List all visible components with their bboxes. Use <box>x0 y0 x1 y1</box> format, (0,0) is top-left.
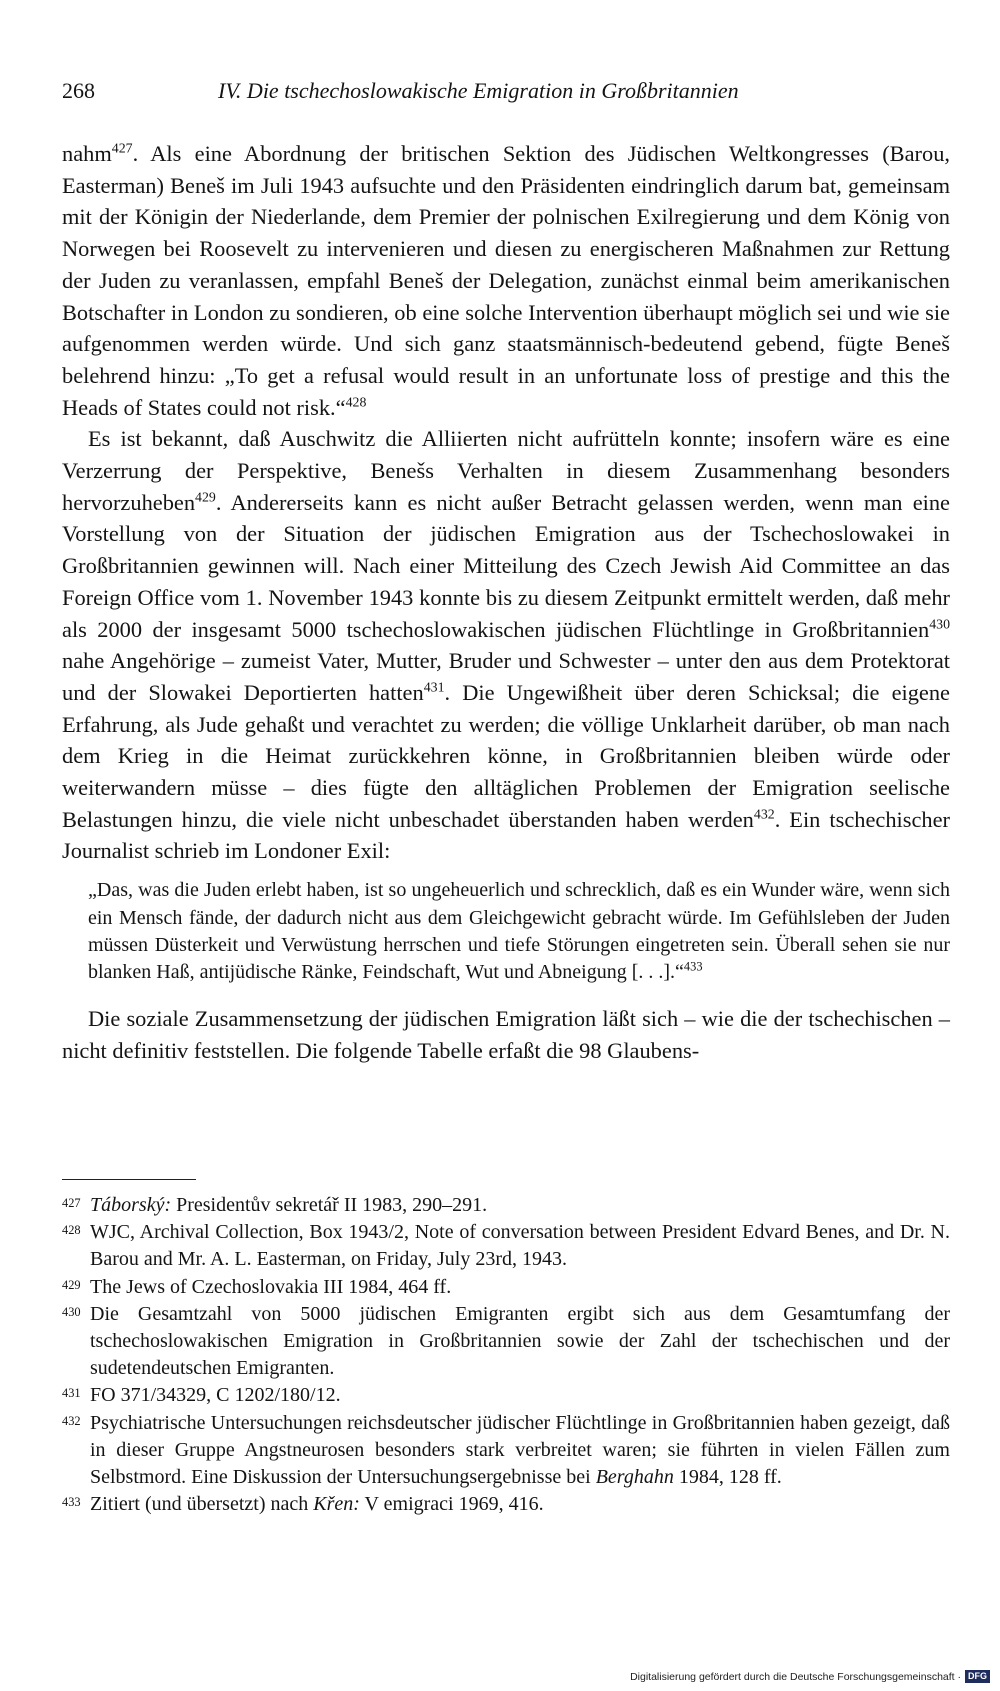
paragraph-2: Es ist bekannt, daß Auschwitz die Alliierten nicht aufrütteln konnte; insofern wäre es eine Verzerrung der Perspektive, Benešs Verhalten in diesem Zusammenhang besonders hervorzuheben$^{429}$. Andererseits kann es nicht außer Betracht gelassen werden, wenn man eine Vorstellung von der Situation der jüdischen Emigration aus der Tschechoslowakei in Großbritannien gewinnen will. Nach einer Mitteilung des Czech Jewish Aid Committee an das Foreign Office vom 1. November 1943 konnte bis zu diesem Zeitpunkt ermittelt werden, daß mehr als 2000 der insgesamt 5000 tschechoslowakischen jüdischen Flüchtlinge in Großbritannien$^{430}$ nahe Angehörige – zumeist Vater, Mutter, Bruder und Schwester – unter den aus dem Protektorat und der Slowakei Deportierten hatten$^{431}$. Die Ungewißheit über deren Schicksal; die eigene Erfahrung, als Jude gehaßt und verachtet zu werden; die völlige Unklarheit darüber, ob man nach dem Krieg in die Heimat zurückkehren könne, in Großbritannien bleiben würde oder weiterwandern müsse – dies fügte den alltäglichen Problemen der Emigration seelische Belastungen hinzu, die viele nicht unbeschadet überstanden haben werden$^{432}$. Ein tschechischer Journalist schrieb im Londoner Exil: <box>62 426 950 864</box>
footnote-separator <box>62 1179 196 1180</box>
block-quote: „Das, was die Juden erlebt haben, ist so ungeheuerlich und schrecklich, daß es ein Wunder wäre, wenn sich ein Mensch fände, der dadurch nicht aus dem Gleichgewicht gebracht würde. Im Gefühlsleben der Juden müssen Düsterkeit und Verwüstung herrschen und tiefe Störungen eingetreten sein. Überall sehen sie nur blanken Haß, antijüdische Ränke, Feindschaft, Wut und Abneigung [. . .].“$^{433}$ <box>88 879 950 984</box>
running-header <box>62 78 950 110</box>
footnote: 432 Psychiatrische Untersuchungen reichsdeutscher jüdischer Flüchtlinge in Großbritannien haben gezeigt, daß in dieser Gruppe Angstneurosen besonders stark verbreitet waren; sie führten in vielen Fällen zum Selbstmord. Eine Diskussion der Untersuchungsergebnisse bei Berghahn 1984, 128 ff. <box>62 1411 950 1489</box>
footnote-ref[interactable]: 431 <box>423 680 445 696</box>
footnote: 427 Táborský: Presidentův sekretář II 1983, 290–291. <box>62 1194 488 1216</box>
footnote: 428 WJC, Archival Collection, Box 1943/2, Note of conversation between President Edvard Benes, and Dr. N. Barou and Mr. A. L. Easterman, on Friday, July 23rd, 1943. <box>62 1221 950 1271</box>
footnote-ref[interactable]: 427 <box>111 141 133 157</box>
dfg-logo-icon: DFG <box>965 1670 990 1683</box>
running-title: IV. Die tschechoslowakische Emigration in Großbritannien <box>218 78 739 103</box>
footnote: 433 Zitiert (und übersetzt) nach Křen: V emigraci 1969, 416. <box>62 1493 544 1516</box>
paragraph-1: nahm$^{427}$. Als eine Abordnung der britischen Sektion des Jüdischen Weltkongresses (Barou, Easterman) Beneš im Juli 1943 aufsuchte und den Präsidenten eindringlich darum bat, gemeinsam mit der Königin der Niederlande, dem Premier der polnischen Exilregierung und dem König von Norwegen bei Roosevelt zu intervenieren und diesen zu energischeren Maßnahmen zur Rettung der Juden zu veranlassen, empfahl Beneš der Delegation, zunächst einmal beim amerikanischen Botschafter in London zu sondieren, ob eine solche Intervention überhaupt möglich sei und wie sie aufgenommen werden würde. Und sich ganz staatsmännisch-bedeutend gebend, fügte Beneš belehrend hinzu: „To get a refusal would result in an unfortunate loss of prestige and this the Heads of States could not risk.“$^{428}$ <box>62 141 950 420</box>
footnote-ref[interactable]: 433 <box>683 959 703 974</box>
footnote-ref[interactable]: 429 <box>195 490 216 506</box>
footnote-ref[interactable]: 432 <box>753 807 775 823</box>
footnote: 430 Die Gesamtzahl von 5000 jüdischen Emigranten ergibt sich aus dem Gesamtumfang der tschechoslowakischen Emigration in Großbritannien sowie der Zahl der tschechischen und der sudetendeutschen Emigranten. <box>62 1302 950 1380</box>
page-number: 268 <box>62 78 95 103</box>
footnote: 431 FO 371/34329, C 1202/180/12. <box>62 1384 341 1407</box>
footnotes <box>62 1192 950 1518</box>
footnote-ref[interactable]: 428 <box>345 395 367 411</box>
footnote: 429 The Jews of Czechoslovakia III 1984, 464 ff. <box>62 1275 452 1298</box>
main-text <box>62 138 950 1066</box>
paragraph-3: Die soziale Zusammensetzung der jüdischen Emigration läßt sich – wie die der tschechischen – nicht definitiv feststellen. Die folgende Tabelle erfaßt die 98 Glaubens- <box>62 1005 950 1063</box>
footer-text: Digitalisierung gefördert durch die Deutsche Forschungsgemeinschaft · <box>630 1670 961 1683</box>
digitization-footer <box>630 1670 990 1683</box>
footnote-ref[interactable]: 430 <box>929 617 950 633</box>
